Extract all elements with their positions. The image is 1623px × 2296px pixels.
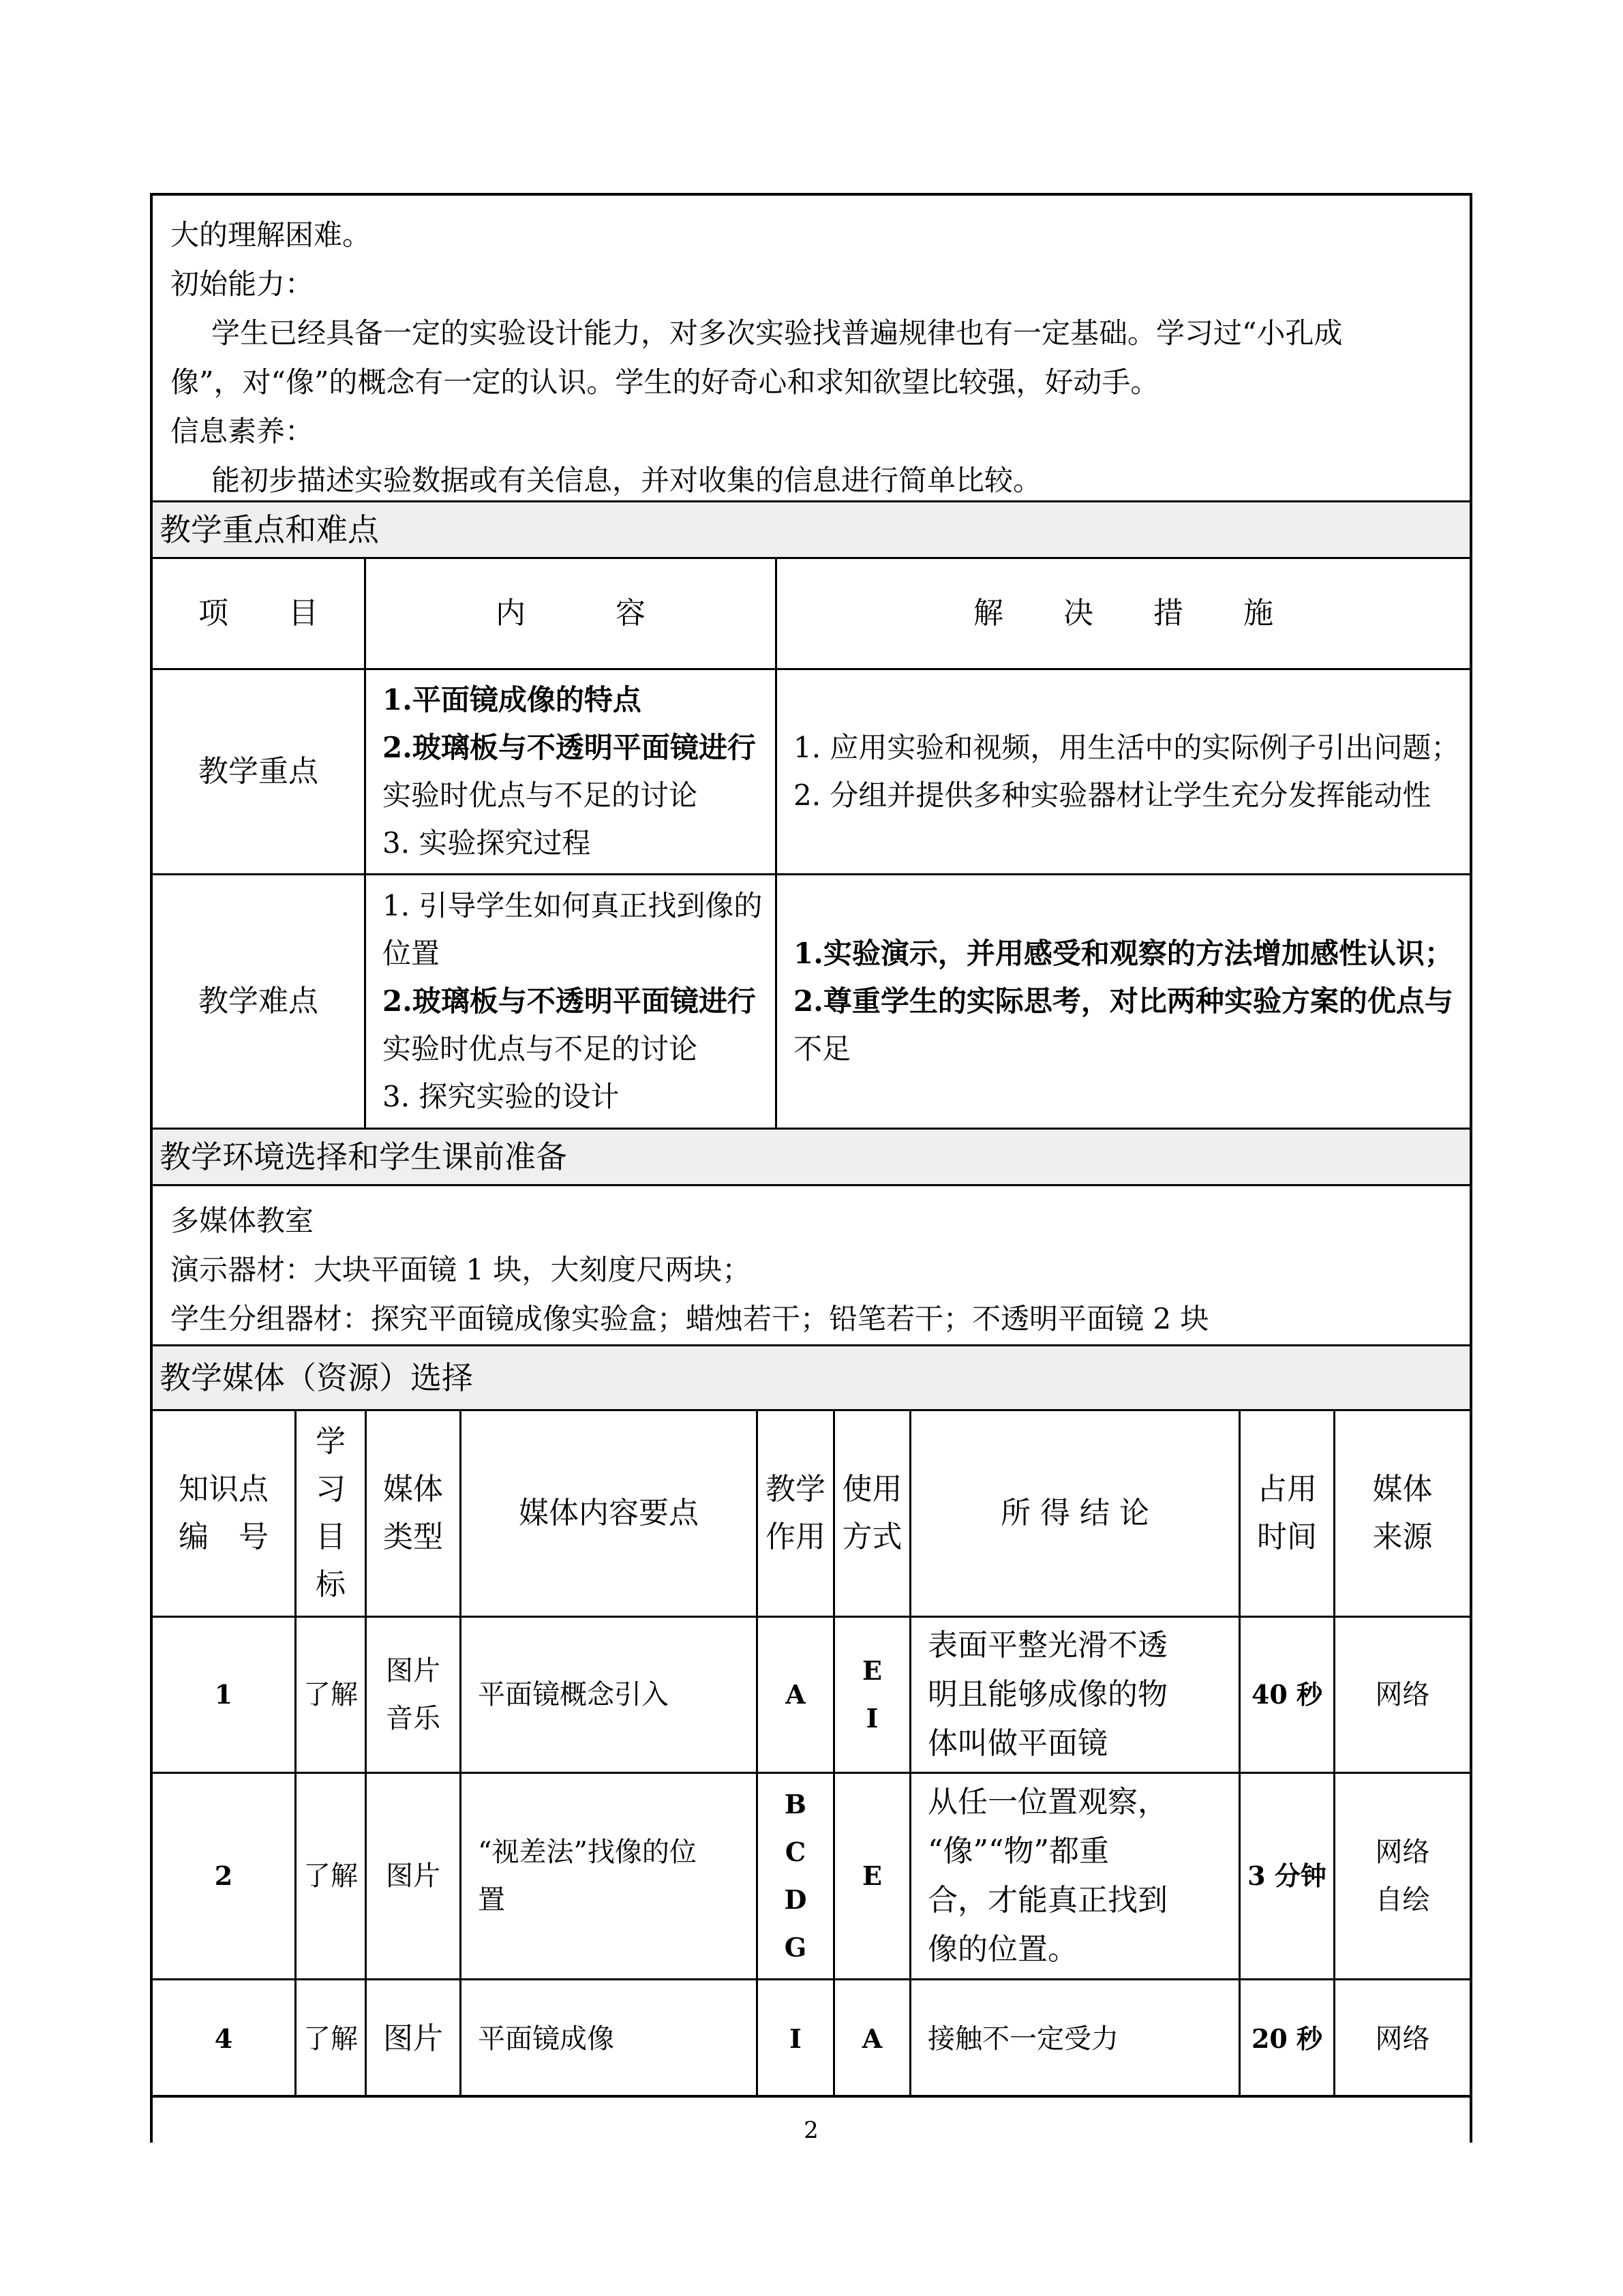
header-knowledge-point <box>153 1411 294 1616</box>
table-cell-time: 40 秒 <box>1251 1679 1323 1710</box>
content-line: 2.玻璃板与不透明平面镜进行 <box>382 984 756 1018</box>
header-text: 占用 <box>1257 1472 1317 1507</box>
key-point-content <box>366 670 775 873</box>
header-text: 时间 <box>1257 1520 1317 1554</box>
content-line: 2.玻璃板与不透明平面镜进行 <box>382 731 756 764</box>
header-text: 习 <box>316 1472 346 1507</box>
table-cell-content: 平面镜成像 <box>478 2023 614 2055</box>
cell-text: I <box>866 1703 879 1734</box>
table-cell-role <box>758 1774 833 1978</box>
cell-text: 图片 <box>386 1655 440 1687</box>
header-content: 内 容 <box>496 596 646 631</box>
cell-text: “像”“物”都重 <box>928 1834 1109 1869</box>
cell-text: 从任一位置观察， <box>928 1785 1168 1819</box>
header-item: 项 目 <box>198 596 318 631</box>
section-title-media: 教学媒体（资源）选择 <box>160 1359 473 1396</box>
cell-text: 合，才能真正找到 <box>928 1883 1168 1918</box>
difficulty-content <box>366 875 775 1128</box>
cell-text: 置 <box>478 1884 505 1916</box>
table-bottom-border <box>150 2095 1472 2098</box>
cell-text: 网络 <box>1375 1837 1430 1868</box>
measure-line: 2. 分组并提供多种实验器材让学生充分发挥能动性 <box>793 779 1431 812</box>
header-usage <box>835 1411 909 1616</box>
section-title-environment: 教学环境选择和学生课前准备 <box>160 1138 567 1175</box>
header-teaching-role <box>758 1411 833 1616</box>
header-media-content: 媒体内容要点 <box>519 1496 699 1530</box>
measure-line: 2.尊重学生的实际思考，对比两种实验方案的优点与 <box>793 984 1453 1018</box>
table-cell-goal: 了解 <box>303 1860 358 1892</box>
header-text: 教学 <box>765 1472 825 1507</box>
cell-text: E <box>862 1655 882 1686</box>
row-label-key-point: 教学重点 <box>198 754 318 789</box>
page-number: 2 <box>804 2117 819 2144</box>
header-text: 方式 <box>842 1520 902 1554</box>
info-literacy-label: 信息素养： <box>170 414 314 448</box>
table-cell-type: 图片 <box>383 2021 443 2056</box>
table-cell-knowledge: 1 <box>214 1679 233 1710</box>
measure-line: 1. 应用实验和视频，用生活中的实际例子引出问题； <box>793 731 1460 764</box>
table-cell-time: 3 分钟 <box>1247 1860 1326 1891</box>
header-text: 编 号 <box>179 1520 269 1554</box>
form-table <box>150 193 1472 2143</box>
initial-ability-label: 初始能力： <box>170 267 314 301</box>
header-text: 媒体 <box>383 1472 443 1507</box>
table-cell-content <box>461 1774 756 1978</box>
initial-ability-text: 学生已经具备一定的实验设计能力，对多次实验找普遍规律也有一定基础。学习过“小孔成 <box>211 316 1343 350</box>
table-cell-knowledge: 4 <box>214 2023 233 2054</box>
header-text: 目 <box>316 1520 346 1554</box>
table-cell-usage <box>835 1618 909 1772</box>
content-line: 位置 <box>382 937 440 970</box>
header-text: 使用 <box>842 1472 902 1507</box>
table-cell-source: 网络 <box>1375 1679 1430 1710</box>
cell-text: 音乐 <box>386 1703 440 1734</box>
env-line: 演示器材：大块平面镜 1 块，大刻度尺两块； <box>170 1253 751 1286</box>
content-line: 1. 引导学生如何真正找到像的 <box>382 889 763 922</box>
cell-text: 体叫做平面镜 <box>928 1726 1108 1761</box>
cell-text: D <box>784 1884 807 1915</box>
table-cell-knowledge: 2 <box>214 1860 233 1891</box>
row-label-difficulty: 教学难点 <box>198 984 318 1018</box>
cell-text: 像的位置。 <box>928 1932 1078 1967</box>
table-cell-role: A <box>785 1679 806 1710</box>
content-line: 实验时优点与不足的讨论 <box>382 779 698 812</box>
table-cell-content: 平面镜概念引入 <box>478 1679 669 1710</box>
table-cell-usage: A <box>862 2023 883 2054</box>
header-text: 知识点 <box>179 1472 269 1507</box>
table-cell-time: 20 秒 <box>1251 2023 1323 2054</box>
header-source <box>1335 1411 1470 1616</box>
cell-text: G <box>784 1932 807 1963</box>
difficulty-measures <box>777 875 1470 1128</box>
header-media-type <box>367 1411 459 1616</box>
table-cell-source: 网络 <box>1375 2023 1430 2055</box>
cell-text: 明且能够成像的物 <box>928 1677 1168 1712</box>
env-line: 学生分组器材：探究平面镜成像实验盒；蜡烛若干；铅笔若干；不透明平面镜 2 块 <box>170 1302 1209 1335</box>
header-text: 标 <box>316 1567 346 1602</box>
table-cell-role: I <box>789 2023 802 2054</box>
header-text: 来源 <box>1372 1520 1433 1554</box>
content-line: 3. 实验探究过程 <box>382 826 591 860</box>
table-cell-conclusion <box>911 1618 1239 1772</box>
section-title-key-points: 教学重点和难点 <box>160 511 379 548</box>
cell-text: C <box>785 1837 806 1867</box>
table-cell-type <box>367 1618 459 1772</box>
info-literacy-text: 能初步描述实验数据或有关信息，并对收集的信息进行简单比较。 <box>211 464 1042 497</box>
header-text: 媒体 <box>1372 1472 1433 1507</box>
table-cell-goal: 了解 <box>303 1679 358 1710</box>
header-text: 学 <box>316 1424 346 1459</box>
cell-text: B <box>784 1789 807 1819</box>
header-learning-goal <box>297 1411 365 1616</box>
measure-line: 不足 <box>793 1032 851 1066</box>
table-cell-source <box>1335 1774 1470 1978</box>
key-point-measures <box>777 670 1470 873</box>
header-conclusion: 所 得 结 论 <box>1001 1496 1149 1530</box>
header-measures: 解 决 措 施 <box>973 596 1273 631</box>
table-cell-type: 图片 <box>386 1860 440 1892</box>
initial-ability-text-cont: 像”，对“像”的概念有一定的认识。学生的好奇心和求知欲望比较强，好动手。 <box>170 365 1159 399</box>
header-time <box>1241 1411 1333 1616</box>
cell-text: 表面平整光滑不透 <box>928 1628 1168 1663</box>
content-line: 实验时优点与不足的讨论 <box>382 1032 698 1066</box>
cell-text: 自绘 <box>1375 1884 1430 1916</box>
env-line: 多媒体教室 <box>170 1204 314 1237</box>
table-cell-conclusion: 接触不一定受力 <box>928 2023 1119 2055</box>
table-cell-usage: E <box>862 1860 882 1891</box>
table-cell-conclusion <box>911 1774 1239 1978</box>
header-text: 作用 <box>765 1520 825 1554</box>
measure-line: 1.实验演示，并用感受和观察的方法增加感性认识； <box>793 937 1453 970</box>
intro-line: 大的理解困难。 <box>170 218 371 252</box>
header-text: 类型 <box>383 1520 443 1554</box>
content-line: 1.平面镜成像的特点 <box>382 683 641 716</box>
cell-text: “视差法”找像的位 <box>478 1837 697 1868</box>
content-line: 3. 探究实验的设计 <box>382 1080 620 1113</box>
table-cell-goal: 了解 <box>303 2023 358 2055</box>
